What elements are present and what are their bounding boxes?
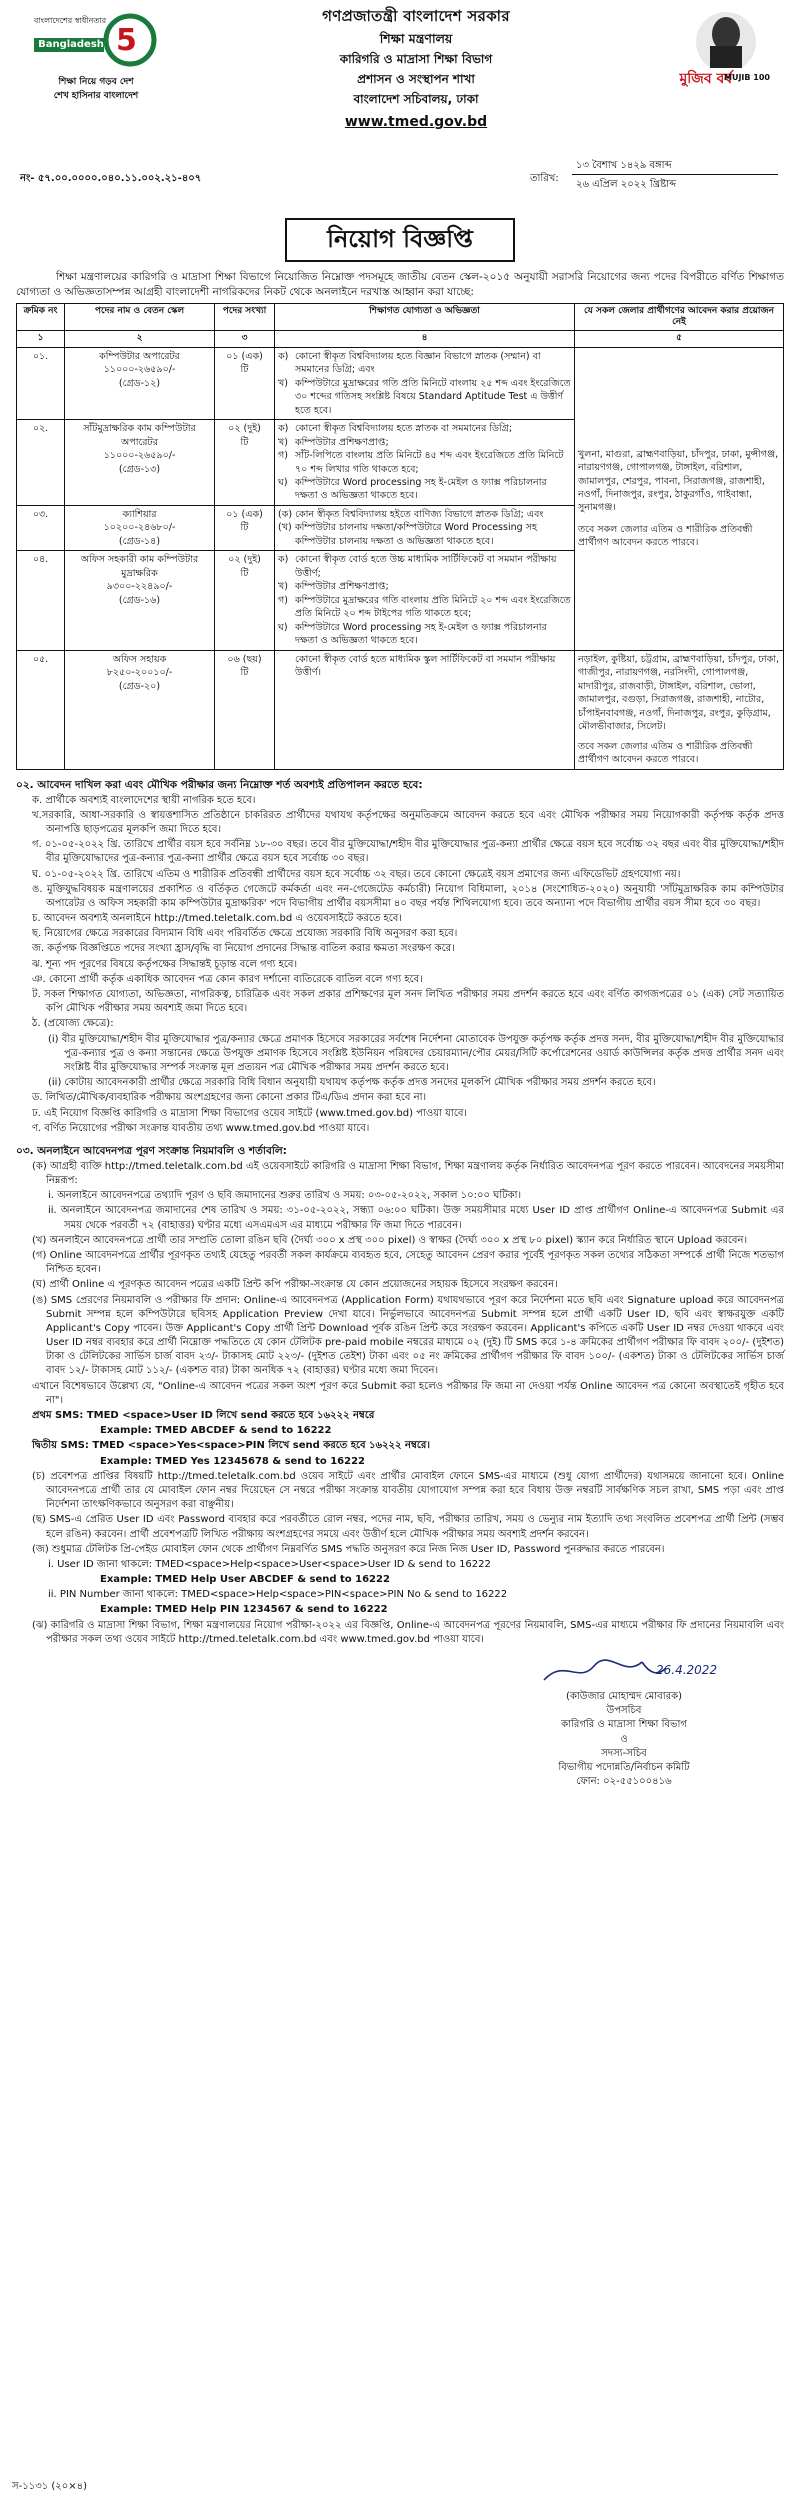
post-count: ০১ (এক) xyxy=(226,350,263,362)
post-count-unit: টি xyxy=(240,567,249,579)
signatory-office: কারিগরি ও মাদ্রাসা শিক্ষা বিভাগ xyxy=(561,1719,687,1731)
post-name: ক্যাশিয়ার xyxy=(122,508,157,520)
qualification-line xyxy=(278,436,571,449)
post-count-unit: টি xyxy=(240,522,249,534)
letterhead xyxy=(16,0,784,158)
post-serial: ০৫. xyxy=(32,653,49,665)
qualification-marker: (খ) xyxy=(278,522,292,534)
qualification-marker: ক) xyxy=(278,350,289,362)
qualification-line xyxy=(278,653,571,680)
signatory-designation: উপসচিব xyxy=(606,1705,642,1717)
qualification-marker: খ) xyxy=(278,581,288,593)
signatory-committee: বিভাগীয় পদোন্নতি/নির্বাচন কমিটি xyxy=(558,1761,690,1773)
post-count: ০২ (দুই) xyxy=(228,423,261,435)
signatory-phone: ফোন: ০২-৫৫১০০৪১৬ xyxy=(576,1776,672,1788)
qualification-line xyxy=(278,521,571,548)
pay-scale: ৯৩০০-২২৪৯০/- xyxy=(106,581,173,593)
reference-row xyxy=(16,158,784,216)
branch-name: প্রশাসন ও সংস্থাপন শাখা xyxy=(357,72,475,87)
date-label: তারিখ: xyxy=(530,173,559,184)
qualification-marker: খ) xyxy=(278,377,288,389)
excluded-districts-b-note: তবে সকল জেলার এতিম ও শারীরিক প্রতিবন্ধী প্রার্থীগণ আবেদন করতে পারবে। xyxy=(578,740,753,766)
post-count: ০২ (দুই) xyxy=(228,554,261,566)
qualification-text: কোনো স্বীকৃত বিশ্ববিদ্যালয় হতে বিজ্ঞান বিভাগে স্নাতক (সম্মান) বা সমমানের ডিগ্রি; এবং xyxy=(295,350,541,376)
section-2-item: ক. প্রার্থীকে অবশ্যই বাংলাদেশের স্থায়ী নাগরিক হতে হবে। xyxy=(32,794,256,806)
posts-table xyxy=(16,303,784,770)
table-header-4: শিক্ষাগত যোগ্যতা ও অভিজ্ঞতা xyxy=(275,303,575,331)
section-2-items xyxy=(16,794,784,1136)
sec3-b: (খ) অনলাইনে আবেদনপত্রে প্রার্থী তার সম্প্রতি তোলা রঙিন ছবি (দৈর্ঘ্য ৩০০ x প্রস্থ ৩০০ pixel) ও স্বাক্ষর (দৈর্ঘ্য ৩০০ x প্রস্থ ৮০ pixel) স্ক্যান করে নির্ধারিত স্থানে Upload করবেন। xyxy=(32,1234,748,1246)
pay-grade: (গ্রেড-১৪) xyxy=(118,535,161,547)
qualification-text: কম্পিউটারে Word processing সহ ই-মেইল ও ফ্যাক্স পরিচালনার দক্ষতা ও অভিজ্ঞতা থাকতে হবে। xyxy=(295,621,547,647)
section-2-item: চ. আবেদন অবশ্যই অনলাইনে http://tmed.teletalk.com.bd এ ওয়েবসাইটে করতে হবে। xyxy=(32,913,402,925)
table-row xyxy=(17,650,784,769)
date-bangla: ১৩ বৈশাখ ১৪২৯ বঙ্গাব্দ xyxy=(572,158,778,175)
signatory-name: (কাউজার মোহাম্মদ মোবারক) xyxy=(565,1691,682,1702)
qualification-marker: খ) xyxy=(278,436,288,448)
post-name: কম্পিউটার অপারেটর xyxy=(99,350,180,362)
date-english: ২৬ এপ্রিল ২০২২ খ্রিষ্টাব্দ xyxy=(576,179,677,190)
qualification-text: সাঁট-লিপিতে বাংলায় প্রতি মিনিটে ৪৫ শব্দ এবং ইংরেজিতে প্রতি মিনিটে ৭০ শব্দ লিখার গতি থাকতে হবে; xyxy=(295,450,564,475)
qualification-line xyxy=(278,553,571,580)
post-count-unit: টি xyxy=(240,667,249,679)
qualification-marker: গ) xyxy=(278,594,288,606)
right-logo-text: মুজিব বর্ষ xyxy=(679,71,732,87)
qualification-line xyxy=(278,621,571,648)
sec3-h-ii: ii. PIN Number জানা থাকলে: TMED<space>Help<space>PIN<space>PIN No & send to 16222 xyxy=(48,1589,508,1601)
qualification-line xyxy=(278,422,571,435)
table-header-2: পদের নাম ও বেতন স্কেল xyxy=(65,303,215,331)
sec3-e: (ঙ) SMS প্রেরণের নিয়মাবলি ও পরীক্ষার ফি প্রদান: Online-এ আবেদনপত্র (Application Form) যথাযথভাবে পূরণ করে নির্দেশনা মতে ছবি এবং Signature upload করে আবেদনপত্র Submit সম্পন্ন হলে কম্পিউটারে ছবিসহ Application Preview দেখা যাবে। নির্ভুলভাবে আবেদনপত্র Submit সম্পন্ন হলে প্রার্থী একটি User ID, ছবি এবং স্বাক্ষরযুক্ত একটি Applicant's Copy পাবেন। উক্ত Applicant's Copy প্রার্থী প্রিন্ট Download পূর্বক রঙিন প্রিন্ট করে সংরক্ষণ করবেন। Applicant's কপিতে একটি User ID নম্বর দেওয়া থাকবে এবং User ID নম্বর ব্যবহার করে প্রার্থী নিম্নোক্ত পদ্ধতিতে যে কোন টেলিটক pre-paid mobile নম্বরের মাধ্যমে ০২ (দুই) টি SMS করে ১-৪ ক্রমিকের প্রার্থীগণ পরীক্ষার ফি বাবদ ২০০/- (দুইশত) টাকা ও টেলিটকের সার্ভিস চার্জ বাবদ ২৩/- টাকাসহ মোট ২২৩/- (দুইশত তেইশ) টাকা এবং ০৫ নং ক্রমিকের প্রার্থীগণ পরীক্ষার ফি বাবদ ১০০/- (একশত) টাকা ও টেলিটকের সার্ভিস চার্জ বাবদ ১২/- টাকাসহ মোট ১১২/- (একশত বার) টাকা অনধিক ৭২ (বাহাত্তর) ঘণ্টার মধ্যে জমা দিবেন। xyxy=(32,1294,784,1377)
section-2-item: ট. সকল শিক্ষাগত যোগ্যতা, অভিজ্ঞতা, নাগরিকত্ব, চারিত্রিক এবং সকল প্রকার প্রশিক্ষণের মূল সনদ লিখিত পরীক্ষার সময় প্রদর্শন করতে হবে এবং বর্ণিত কাগজপত্রের ০১ (এক) সেট সত্যায়িত কপি মৌখিক পরীক্ষার সময় অবশ্যই জমা দিতে হবে। xyxy=(32,989,784,1015)
table-col-number: ৫ xyxy=(575,331,784,347)
left-motto: শিক্ষা নিয়ে গড়ব দেশ শেখ হাসিনার বাংলাদেশ xyxy=(53,77,139,101)
post-count-unit: টি xyxy=(240,364,249,376)
government-name: গণপ্রজাতন্ত্রী বাংলাদেশ সরকার xyxy=(322,7,510,25)
sec3-a-ii: ii. অনলাইনে আবেদনপত্র জমাদানের শেষ তারিখ ও সময়: ৩১-০৫-২০২২, সন্ধ্যা ০৬:০০ ঘটিকা। উক্ত সময়সীমার মধ্যে User ID প্রাপ্ত প্রার্থীগণ Online-এ আবেদনপত্র Submit এর সময় থেকে পরবর্তী ৭২ (বাহাত্তর) ঘণ্টার মধ্যে এসএমএস এর মাধ্যমে পরীক্ষার ফি জমা দিতে পারবেন। xyxy=(48,1205,784,1231)
sec3-h-i: i. User ID জানা থাকলে: TMED<space>Help<space>User<space>User ID & send to 16222 xyxy=(48,1558,491,1570)
qualification-marker: ক) xyxy=(278,423,289,435)
website-link[interactable]: www.tmed.gov.bd xyxy=(344,114,488,131)
signatory-and: ও xyxy=(620,1733,628,1745)
footer-code: স-১১৩১ (২০×৪) xyxy=(12,2480,88,2492)
post-serial: ০২. xyxy=(32,423,49,435)
sec3-e2: এখানে বিশেষভাবে উল্লেখ্য যে, "Online-এ আবেদন পত্রের সকল অংশ পূরণ করে Submit করা হলেও পরীক্ষার ফি জমা না দেওয়া পর্যন্ত Online আবেদন পত্র কোনো অবস্থাতেই গৃহীত হবে না"। xyxy=(32,1380,784,1406)
post-name: অফিস সহকারী কাম কম্পিউটার মুদ্রাক্ষরিক xyxy=(80,554,199,579)
qualification-line xyxy=(278,476,571,503)
section-2-item: ঢ. এই নিয়োগ বিজ্ঞপ্তি কারিগরি ও মাদ্রাসা শিক্ষা বিভাগের ওয়েব সাইটে (www.tmed.gov.bd) পাওয়া যাবে। xyxy=(32,1107,467,1119)
qualification-text: কম্পিউটার চালনায় দক্ষতা/কম্পিউটারে Word Processing সহ কম্পিউটার চালনায় দক্ষতা ও অভিজ্ঞতা থাকতে হবে। xyxy=(295,522,537,547)
qualification-line xyxy=(278,350,571,377)
sms-second: দ্বিতীয় SMS: TMED <space>Yes<space>PIN লিখে send করতে হবে ১৬২২২ নম্বরে। xyxy=(32,1440,430,1452)
qualification-line xyxy=(278,594,571,621)
signature-date: 26.4.2022 xyxy=(656,1663,718,1677)
right-logo-sub: MUJIB 100 xyxy=(724,73,770,82)
qualification-text: কম্পিউটার প্রশিক্ষণপ্রাপ্ত; xyxy=(295,436,389,448)
notice-title: নিয়োগ বিজ্ঞপ্তি xyxy=(285,218,515,262)
office-block xyxy=(176,6,656,133)
qualification-line xyxy=(278,377,571,417)
section-2-item: জ. কর্তৃপক্ষ বিজ্ঞপ্তিতে পদের সংখ্যা হ্রাস/বৃদ্ধি বা নিয়োগ প্রদানের সিদ্ধান্ত বাতিল করার ক্ষমতা সংরক্ষণ করে। xyxy=(32,943,455,955)
ministry-name: শিক্ষা মন্ত্রণালয় xyxy=(379,31,453,47)
sec3-h-ii-example: Example: TMED Help PIN 1234567 & send to 16222 xyxy=(100,1604,388,1616)
qualification-text: কোনো স্বীকৃত বিশ্ববিদ্যালয় হতে স্নাতক বা সমমানের ডিগ্রি; xyxy=(295,423,513,435)
sms-first-example: Example: TMED ABCDEF & send to 16222 xyxy=(100,1425,332,1437)
pay-grade: (গ্রেড-১৬) xyxy=(118,594,161,606)
table-col-number: ১ xyxy=(17,331,65,347)
svg-text:5: 5 xyxy=(116,23,137,58)
qualification-line xyxy=(278,449,571,476)
signatory-role: সদস্য-সচিব xyxy=(601,1747,647,1759)
qualification-line xyxy=(278,508,571,521)
qualification-marker: ঘ) xyxy=(278,621,288,633)
pay-scale: ৮২৫০-২০০১০/- xyxy=(106,667,173,679)
pay-grade: (গ্রেড-১২) xyxy=(118,377,161,389)
intro-paragraph: শিক্ষা মন্ত্রণালয়ের কারিগরি ও মাদ্রাসা শিক্ষা বিভাগে নিয়োজিত নিম্নোক্ত পদসমূহে জাতীয় বেতন স্কেল-২০১৫ অনুযায়ী সরাসরি নিয়োগের জন্য পদের বিপরীতে বর্ণিত শিক্ষাগত যোগ্যতা ও অভিজ্ঞতাসম্পন্ন আগ্রহী বাংলাদেশী নাগরিকদের নিকট থেকে অনলাইনে দরখাস্ত আহ্বান করা যাচ্ছে: xyxy=(16,271,784,298)
signature-block xyxy=(16,1648,784,1808)
section-2-item: খ.সরকারি, আধা-সরকারি ও স্বায়ত্তশাসিত প্রতিষ্ঠানে চাকরিরত প্রার্থীদের যথাযথ কর্তৃপক্ষের অনুমতিক্রমে আবেদন করতে হবে এবং মৌখিক পরীক্ষার সময় নিয়োগকারী কর্তৃপক্ষ কর্তৃক প্রদত্ত অনাপত্তি ছাড়পত্রের মূলকপি জমা দিতে হবে। xyxy=(32,809,784,835)
section-2-item: গ. ০১-০৫-২০২২ খ্রি. তারিখে প্রার্থীর বয়স হবে সর্বনিম্ন ১৮-৩০ বছর। তবে বীর মুক্তিযোদ্ধা/শহীদ বীর মুক্তিযোদ্ধার পুত্র-কন্যা প্রার্থীর ক্ষেত্রে বয়স হবে সর্বোচ্চ ৩২ বছর এবং বীর মুক্তিযোদ্ধা/শহীদ বীর মুক্তিযোদ্ধাদের পুত্র-কন্যার পুত্র-কন্যা প্রার্থীর ক্ষেত্রে বয়স হবে সর্বোচ্চ ৩০ বছর। xyxy=(32,839,784,865)
sec3-i: (ঝ) কারিগরি ও মাদ্রাসা শিক্ষা বিভাগ, শিক্ষা মন্ত্রণালয়ের নিয়োগ পরীক্ষা-২০২২ এর বিজ্ঞপ্তি, Online-এ আবেদনপত্র পূরণের নিয়মাবলি, SMS-এর মাধ্যমে পরীক্ষার ফি প্রদানের নিয়মাবলি এবং পরীক্ষার সকল তথ্য ওয়েব সাইটে http://tmed.teletalk.com.bd এবং www.tmed.gov.bd পাওয়া যাবে। xyxy=(32,1619,784,1645)
sms-first: প্রথম SMS: TMED <space>User ID লিখে send করতে হবে ১৬২২২ নম্বরে xyxy=(32,1410,375,1421)
qualification-text: কোনো স্বীকৃত বোর্ড হতে উচ্চ মাধ্যমিক সার্টিফিকেট বা সমমান পরীক্ষায় উত্তীর্ণ; xyxy=(295,554,557,579)
qualification-text: কম্পিউটারে মুদ্রাক্ষরের গতি প্রতি মিনিটে বাংলায় ২৫ শব্দ এবং ইংরেজিতে ৩০ শব্দের গতিসহ সংশ্লিষ্ট বিষয়ে Standard Aptitude Test এ উত্তীর্ণ হতে হবে। xyxy=(295,377,571,416)
section-2-title: ০২. আবেদন দাখিল করা এবং মৌখিক পরীক্ষার জন্য নিম্নোক্ত শর্ত অবশ্যই প্রতিপালন করতে হবে: xyxy=(16,778,423,791)
post-name: সাঁটমুদ্রাক্ষরিক কাম কম্পিউটার অপারেটর xyxy=(83,423,196,448)
qualification-marker xyxy=(278,653,292,680)
sec3-h-i-example: Example: TMED Help User ABCDEF & send to 16222 xyxy=(100,1574,390,1586)
excluded-districts-a: খুলনা, মাগুরা, ব্রাহ্মণবাড়িয়া, চাঁদপুর, ঢাকা, মুন্সীগঞ্জ, নারায়ণগঞ্জ, গোপালগঞ্জ, টাঙ্গাইল, বরিশাল, জামালপুর, শেরপুর, পাবনা, সিরাজগঞ্জ, রাজশাহী, নওগাঁ, দিনাজপুর, রংপুর, ঠাকুরগাঁও, গাইবান্ধা, সুনামগঞ্জ। xyxy=(578,448,779,514)
section-2-item: ঞ. কোনো প্রার্থী কর্তৃক একাধিক আবেদন পত্র কোন কারণ দর্শানো ব্যতিরেকে বাতিল বলে গণ্য হবে। xyxy=(32,973,423,985)
post-serial: ০৪. xyxy=(32,554,49,566)
section-2-item: ঠ. (প্রযোজ্য ক্ষেত্রে): xyxy=(32,1018,114,1030)
qualification-marker: (ক) xyxy=(278,508,293,520)
section-2-item: ড. লিখিত/মৌখিক/ব্যবহারিক পরীক্ষায় অংশগ্রহণের জন্য কোনো প্রকার টিএ/ডিএ প্রদান করা হবে না। xyxy=(32,1092,427,1104)
post-count-unit: টি xyxy=(240,436,249,448)
qualification-text: কম্পিউটার প্রশিক্ষণপ্রাপ্ত; xyxy=(295,581,389,593)
qualification-text: কম্পিউটারে মুদ্রাক্ষরের গতি বাংলায় প্রতি মিনিটে ২০ শব্দ এবং ইংরেজিতে প্রতি মিনিটে ২০ শব্দ টাইপের গতি থাকতে হবে; xyxy=(295,594,571,620)
memo-number: নং- ৫৭.০০.০০০০.০৪০.১১.০০২.২১-৪০৭ xyxy=(20,173,202,184)
section-2-item: ঘ. ০১-০৫-২০২২ খ্রি. তারিখে এতিম ও শারীরিক প্রতিবন্ধী প্রার্থীদের বয়স হবে সর্বোচ্চ ৩২ বছর। তবে কোনো ক্ষেত্রেই বয়স প্রমাণের জন্য এফিডেভিট গ্রহণযোগ্য নয়। xyxy=(32,868,681,880)
pay-scale: ১০২০০-২৪৬৮০/- xyxy=(103,522,176,534)
section-2-item: ণ. বর্ণিত নিয়োগের পরীক্ষা সংক্রান্ত যাবতীয় তথ্য www.tmed.gov.bd পাওয়া যাবে। xyxy=(32,1122,370,1134)
section-2-item: (ii) কোটায় আবেদনকারী প্রার্থীর ক্ষেত্রে সরকারি বিধি বিধান অনুযায়ী যথাযথ কর্তৃপক্ষ কর্তৃক প্রদত্ত সনদের মূলকপি মৌখিক পরীক্ষার সময় প্রদর্শন করতে হবে। xyxy=(48,1077,656,1089)
pay-grade: (গ্রেড-১৩) xyxy=(118,463,161,475)
division-name: কারিগরি ও মাদ্রাসা শিক্ষা বিভাগ xyxy=(339,52,493,67)
qualification-marker: গ) xyxy=(278,450,288,462)
pay-scale: ১১০০০-২৬৫৯০/- xyxy=(103,364,176,376)
pay-scale: ১১০০০-২৬৫৯০/- xyxy=(103,450,176,462)
office-location: বাংলাদেশ সচিবালয়, ঢাকা xyxy=(353,92,479,107)
sec3-a: (ক) আগ্রহী ব্যক্তি http://tmed.teletalk.com.bd এই ওয়েবসাইটে কারিগরি ও মাদ্রাসা শিক্ষা বিভাগ, শিক্ষা মন্ত্রণালয় কর্তৃক নির্ধারিত আবেদনপত্র পূরণ করতে পারবেন। আবেদনের সময়সীমা নিম্নরূপ: xyxy=(32,1160,784,1186)
qualification-text: কোন স্বীকৃত বিশ্ববিদ্যালয় হইতে বাণিজ্য বিভাগে স্নাতক ডিগ্রি; এবং xyxy=(295,508,544,520)
post-serial: ০১. xyxy=(32,350,49,362)
section-2-item: ছ. নিয়োগের ক্ষেত্রে সরকারের বিদ্যমান বিধি এবং পরিবর্তিত ক্ষেত্রে প্রযোজ্য সরকারি বিধি অনুসরণ করা হবে। xyxy=(32,928,458,940)
table-col-number: ২ xyxy=(65,331,215,347)
left-logo-sub: বাংলাদেশের স্বাধীনতার xyxy=(33,16,107,25)
table-header-1: ক্রমিক নং xyxy=(17,303,65,331)
section-2-item: ঙ. মুক্তিযুদ্ধবিষয়ক মন্ত্রণালয়ের প্রকাশিত ও বর্তিকৃত গেজেটে কর্মকর্তা এবং নন-গেজেটেড কর্মচারী) নিয়োগ বিধিমালা, ২০১৪ (সংশোধিত-২০২০) অনুযায়ী 'সাঁটমুদ্রাক্ষরিক কাম কম্পিউটার অপারেটর ও অফিস সহকারী কাম কম্পিউটার মুদ্রাক্ষরিক' পদে বিভাগীয় প্রার্থীর বয়সসীমা ৪০ বছর পর্যন্ত শিথিলযোগ্য হবে। তবে অন্যান্য পদে বিভাগীয় প্রার্থীর বয়স সীমা হবে ৩০ বছর। xyxy=(32,883,784,909)
table-row xyxy=(17,347,784,419)
qualification-text: কম্পিউটারে Word processing সহ ই-মেইল ও ফ্যাক্স পরিচালনার দক্ষতা ও অভিজ্ঞতা থাকতে হবে। xyxy=(295,477,547,502)
pay-grade: (গ্রেড-২০) xyxy=(118,680,161,692)
qualification-marker: ঘ) xyxy=(278,477,288,488)
section-3-items xyxy=(16,1160,784,1647)
sms-second-example: Example: TMED Yes 12345678 & send to 16222 xyxy=(100,1455,365,1467)
qualification-marker: ক) xyxy=(278,554,289,566)
sec3-a-i: i. অনলাইনে আবেদনপত্রে তথ্যাদি পূরণ ও ছবি জমাদানের শুরুর তারিখ ও সময়: ০৩-০৫-২০২২, সকাল ১০:০০ ঘটিকা। xyxy=(48,1190,522,1202)
excluded-districts-a-note: তবে সকল জেলার এতিম ও শারীরিক প্রতিবন্ধী প্রার্থীগণ আবেদন করতে পারবে। xyxy=(578,523,753,549)
sec3-g: (ছ) SMS-এ প্রেরিত User ID এবং Password ব্যবহার করে পরবর্তীতে রোল নম্বর, পদের নাম, ছবি, পরীক্ষার তারিখ, সময় ও ভেন্যুর নাম ইত্যাদি তথ্য সংবলিত প্রবেশপত্র প্রার্থী প্রিন্ট (সম্ভব হলে রঙিন) করবেন। প্রার্থী প্রবেশপত্রটি লিখিত পরীক্ষায় অংশগ্রহণের সময়ে এবং উত্তীর্ণ হলে মৌখিক পরীক্ষার সময় অবশ্যই প্রদর্শন করবেন। xyxy=(32,1514,784,1540)
qualification-line xyxy=(278,580,571,593)
section-3-title: ০৩. অনলাইনে আবেদনপত্র পূরণ সংক্রান্ত নিয়মাবলি ও শর্তাবলি: xyxy=(16,1144,287,1157)
section-2-item: ঝ. শূন্য পদ পূরণের বিষয়ে কর্তৃপক্ষের সিদ্ধান্তই চূড়ান্ত বলে গণ্য হবে। xyxy=(32,958,298,970)
sec3-h: (জ) শুধুমাত্র টেলিটক প্রি-পেইড মোবাইল ফোন থেকে প্রার্থীগণ নিম্নবর্ণিত SMS পদ্ধতি অনুসরণ করে নিজ নিজ User ID, Password পুনরুদ্ধার করতে পারবেন। xyxy=(32,1543,665,1555)
signature-scribble xyxy=(524,1654,724,1690)
sec3-f: (চ) প্রবেশপত্র প্রাপ্তির বিষয়টি http://tmed.teletalk.com.bd ওয়েব সাইটে এবং প্রার্থীর মোবাইল ফোনে SMS-এর মাধ্যমে (শুধু যোগ্য প্রার্থীদের) যথাসময়ে জানানো হবে। Online আবেদনপত্রে প্রার্থী তার যে মোবাইল ফোন নম্বর দিয়েছেন সে নম্বরে পরীক্ষা সংক্রান্ত যাবতীয় যোগাযোগ সম্পন্ন করা হবে বিধায় উক্ত নম্বরটি সার্বক্ষণিক সচল রাখা, SMS পড়া এবং প্রাপ্ত নির্দেশনা তাৎক্ষণিকভাবে অনুসরণ করা বাঞ্ছনীয়। xyxy=(32,1470,784,1511)
qualification-text: কোনো স্বীকৃত বোর্ড হতে মাধ্যমিক স্কুল সার্টিফিকেট বা সমমান পরীক্ষায় উত্তীর্ণ। xyxy=(295,653,556,679)
table-col-number: ৩ xyxy=(215,331,275,347)
section-2-item: (i) বীর মুক্তিযোদ্ধা/শহীদ বীর মুক্তিযোদ্ধার পুত্র/কন্যার ক্ষেত্রে প্রমাণক হিসেবে সরকারের সর্বশেষ নির্দেশনা মোতাবেক উপযুক্ত কর্তৃপক্ষ কর্তৃক প্রদত্ত সনদ, বীর মুক্তিযোদ্ধা/শহীদ বীর মুক্তিযোদ্ধার পুত্র-কন্যার পুত্র ও কন্যা সন্তানের ক্ষেত্রে উপযুক্ত প্রমাণক হিসেবে সংশ্লিষ্ট ইউনিয়ন পরিষদের চেয়ারম্যান/পৌর মেয়র/সিটি কর্পোরেশনের ওয়ার্ড কাউন্সিলর কর্তৃক প্রদত্ত প্রার্থীর সনদ এবং সংশ্লিষ্ট বীর মুক্তিযোদ্ধার সম্পর্ক সংক্রান্ত মূল প্রত্যয়ন পত্র মৌখিক পরীক্ষার সময় প্রদর্শন করতে হবে। xyxy=(48,1033,784,1073)
table-header-3: পদের সংখ্যা xyxy=(215,303,275,331)
sec3-d: (ঘ) প্রার্থী Online এ পূরণকৃত আবেদন পত্রের একটি প্রিন্ট কপি পরীক্ষা-সংক্রান্ত যে কোন প্রয়োজনের সহায়ক হিসেবে সংরক্ষণ করবেন। xyxy=(32,1279,558,1291)
sec3-c: (গ) Online আবেদনপত্রে প্রার্থীর পূরণকৃত তথ্যই যেহেতু পরবর্তী সকল কার্যক্রমে ব্যবহৃত হবে, সেহেতু আবেদন প্রেরণ করার পূর্বেই পূরণকৃত সকল তথ্যের সঠিকতা সম্পর্কে প্রার্থী নিজে শতভাগ নিশ্চিত হবেন। xyxy=(32,1249,784,1276)
excluded-districts-b: নড়াইল, কুষ্টিয়া, চট্টগ্রাম, ব্রাহ্মণবাড়িয়া, চাঁদপুর, ঢাকা, গাজীপুর, নারায়ণগঞ্জ, নরসিংদী, গোপালগঞ্জ, মাদারীপুর, রাজবাড়ী, টাঙ্গাইল, বরিশাল, ভোলা, জামালপুর, বগুড়া, সিরাজগঞ্জ, রাজশাহী, নাটোর, চাঁপাইনবাবগঞ্জ, নওগাঁ, দিনাজপুর, রংপুর, কুড়িগ্রাম, মৌলভীবাজার, সিলেট। xyxy=(578,653,780,733)
post-count: ০১ (এক) xyxy=(226,508,263,520)
post-serial: ০৩. xyxy=(32,508,49,520)
table-col-number: ৪ xyxy=(275,331,575,347)
left-logo-text: Bangladesh xyxy=(38,39,104,50)
table-header-5: যে সকল জেলার প্রার্থীগণের আবেদন করার প্রয়োজন নেই xyxy=(575,303,784,331)
post-name: অফিস সহায়ক xyxy=(112,653,167,665)
post-count: ০৬ (ছয়) xyxy=(227,653,262,665)
